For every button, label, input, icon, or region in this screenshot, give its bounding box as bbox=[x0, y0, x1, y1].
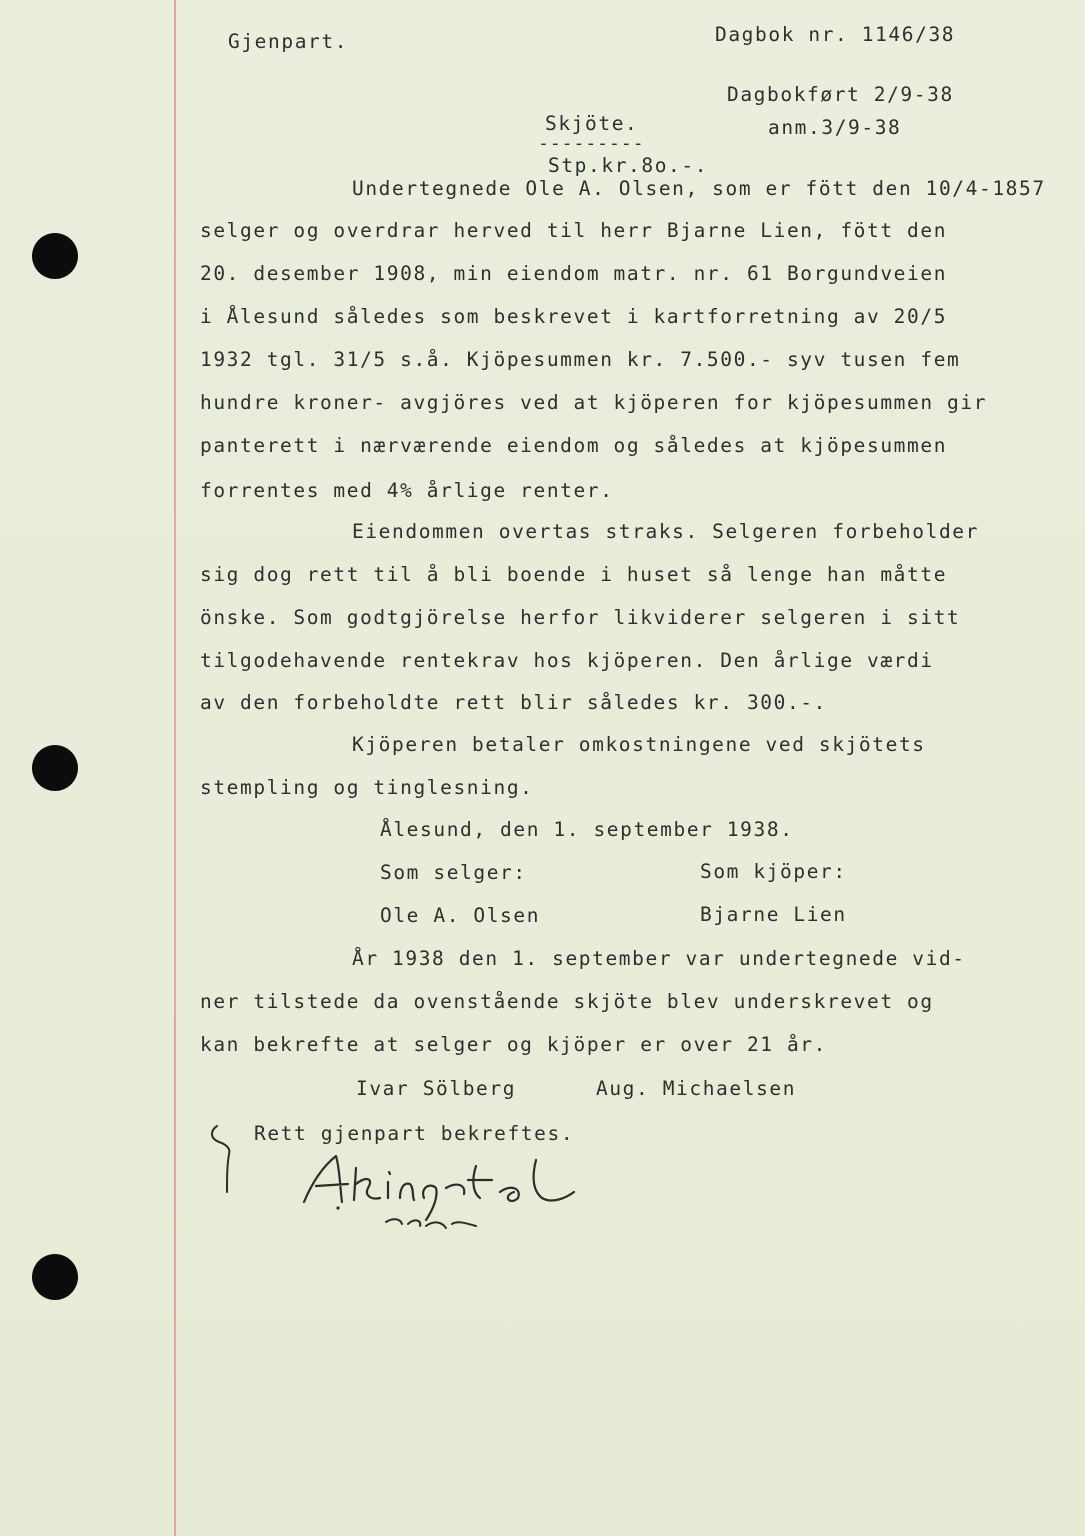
seller-label: Som selger: bbox=[380, 861, 527, 884]
dagbokfort-date: Dagbokført 2/9-38 bbox=[727, 83, 954, 106]
buyer-label: Som kjöper: bbox=[700, 860, 847, 883]
punch-hole-middle bbox=[32, 745, 78, 791]
body-line: 20. desember 1908, min eiendom matr. nr. 61 Borgundveien bbox=[200, 262, 948, 285]
body-line: stempling og tinglesning. bbox=[200, 776, 534, 799]
body-line: kan bekrefte at selger og kjöper er over 21 år. bbox=[200, 1033, 827, 1056]
body-line: av den forbeholdte rett blir således kr. 300.-. bbox=[200, 691, 827, 714]
body-line: Eiendommen overtas straks. Selgeren forbeholder bbox=[352, 520, 979, 543]
certification-text: Rett gjenpart bekreftes. bbox=[254, 1122, 575, 1145]
buyer-name: Bjarne Lien bbox=[700, 903, 847, 926]
stamp-fee: Stp.kr.8o.-. bbox=[548, 154, 709, 177]
body-line: hundre kroner- avgjöres ved at kjöperen for kjöpesummen gir bbox=[200, 391, 988, 414]
handwritten-mark bbox=[205, 1118, 245, 1198]
body-line: tilgodehavende rentekrav hos kjöperen. Den årlige værdi bbox=[200, 649, 934, 672]
anm-date: anm.3/9-38 bbox=[768, 116, 902, 139]
body-line: ner tilstede da ovenstående skjöte blev underskrevet og bbox=[200, 990, 934, 1013]
body-line: panterett i nærværende eiendom og således at kjöpesummen bbox=[200, 434, 948, 457]
body-line: önske. Som godtgjörelse herfor likviderer selgeren i sitt bbox=[200, 606, 961, 629]
dagbok-number: Dagbok nr. 1146/38 bbox=[715, 23, 956, 46]
body-line: 1932 tgl. 31/5 s.å. Kjöpesummen kr. 7.500.- syv tusen fem bbox=[200, 348, 961, 371]
body-line: forrentes med 4% årlige renter. bbox=[200, 479, 614, 502]
witness-1: Ivar Sölberg bbox=[356, 1077, 517, 1100]
witness-2: Aug. Michaelsen bbox=[596, 1077, 797, 1100]
body-line: År 1938 den 1. september var undertegnede vid- bbox=[352, 947, 966, 970]
seller-name: Ole A. Olsen bbox=[380, 904, 541, 927]
body-line: sig dog rett til å bli boende i huset så lenge han måtte bbox=[200, 563, 948, 586]
body-line: selger og overdrar herved til herr Bjarne Lien, fött den bbox=[200, 219, 948, 242]
copy-label: Gjenpart. bbox=[228, 30, 349, 53]
punch-hole-top bbox=[32, 233, 78, 279]
body-line: i Ålesund således som beskrevet i kartforretning av 20/5 bbox=[200, 305, 948, 328]
handwritten-signature bbox=[296, 1148, 596, 1238]
place-date: Ålesund, den 1. september 1938. bbox=[380, 818, 794, 841]
body-line: Undertegnede Ole A. Olsen, som er fött den 10/4-1857 bbox=[352, 177, 1046, 200]
punch-hole-bottom bbox=[32, 1254, 78, 1300]
document-title: Skjöte. bbox=[545, 112, 639, 135]
margin-line bbox=[174, 0, 176, 1536]
body-line: Kjöperen betaler omkostningene ved skjötets bbox=[352, 733, 926, 756]
title-underline: --------- bbox=[538, 133, 645, 154]
